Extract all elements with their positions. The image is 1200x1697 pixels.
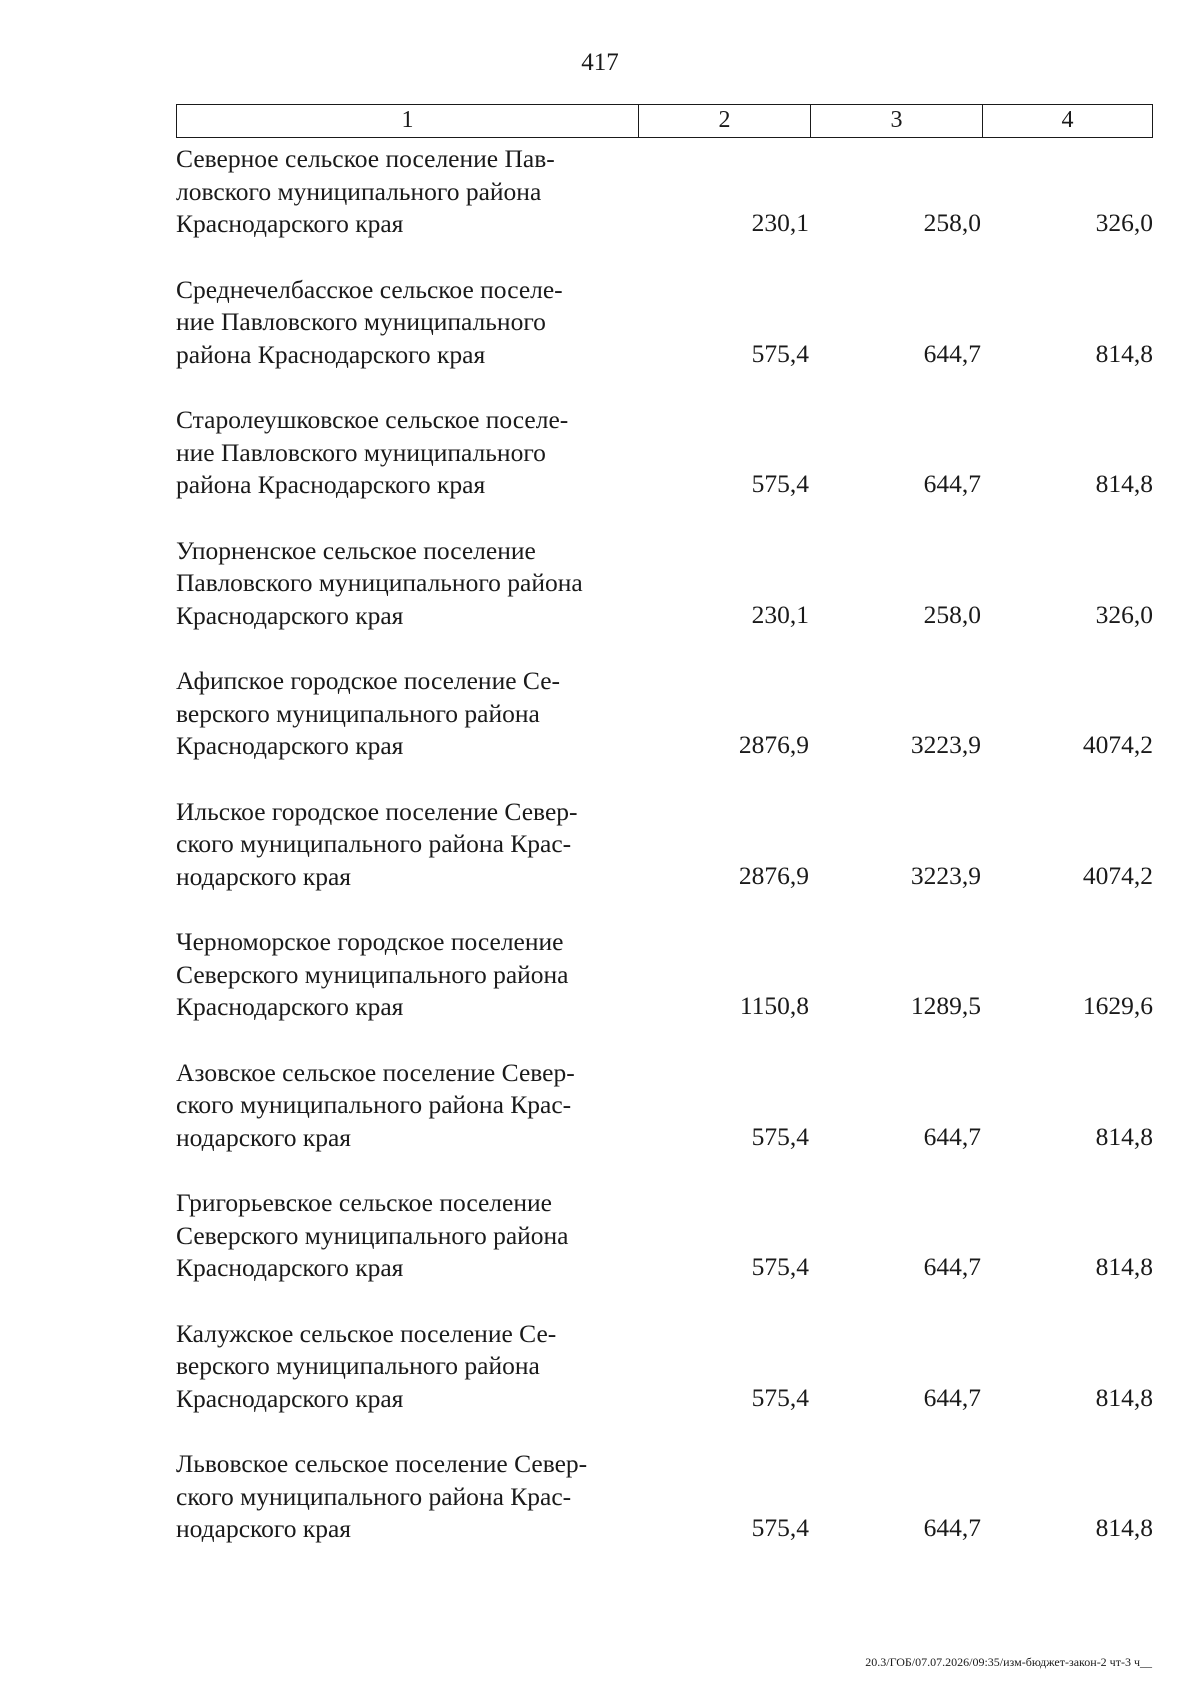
table-row [176, 1317, 1153, 1448]
value-col-3: 3223,9 [910, 860, 981, 890]
value-col-2: 575,4 [751, 469, 809, 498]
value-col-3: 1289,5 [910, 991, 981, 1020]
value-col-4: 814,8 [1095, 1252, 1153, 1281]
column-header-3: 3 [810, 105, 982, 137]
table-row [176, 1056, 1153, 1187]
value-col-2: 575,4 [751, 1252, 809, 1281]
value-col-4: 814,8 [1095, 338, 1153, 368]
table-row [176, 1447, 1153, 1578]
table-row [176, 795, 1153, 926]
settlement-name: Григорьевское сельское поселение Северского муниципального района Краснодарского края [176, 1188, 569, 1282]
table-header-row [176, 104, 1153, 138]
value-col-4: 326,0 [1095, 599, 1153, 629]
value-col-4: 814,8 [1095, 469, 1153, 498]
settlement-name: Старолеушковское сельское поселе- ние Павловского муниципального района Краснодарского края [176, 405, 569, 499]
value-col-3: 644,7 [923, 338, 981, 368]
value-col-3: 644,7 [923, 1252, 981, 1281]
value-col-3: 644,7 [923, 469, 981, 498]
value-col-3: 3223,9 [910, 730, 981, 759]
column-header-1: 1 [401, 107, 414, 133]
table-row [176, 273, 1153, 404]
table-row [176, 534, 1153, 665]
value-col-2: 230,1 [751, 208, 809, 237]
page-number: 417 [581, 49, 619, 76]
table-row [176, 142, 1153, 273]
settlement-name: Азовское сельское поселение Север- ского муниципального района Крас- нодарского края [176, 1057, 575, 1152]
value-col-2: 1150,8 [739, 991, 809, 1020]
value-col-4: 4074,2 [1082, 860, 1153, 890]
value-col-3: 258,0 [923, 208, 981, 237]
value-col-2: 2876,9 [738, 860, 809, 890]
value-col-3: 258,0 [923, 599, 981, 629]
value-col-4: 1629,6 [1082, 991, 1153, 1020]
table-body [176, 142, 1153, 1578]
table-row [176, 1186, 1153, 1317]
value-col-2: 2876,9 [738, 730, 809, 759]
value-col-4: 814,8 [1095, 1121, 1153, 1151]
value-col-2: 575,4 [751, 338, 809, 368]
settlement-name: Северное сельское поселение Пав- ловского муниципального района Краснодарского края [176, 144, 555, 238]
value-col-2: 230,1 [751, 599, 809, 629]
value-col-4: 814,8 [1095, 1382, 1153, 1412]
settlement-name: Афипское городское поселение Се- верского муниципального района Краснодарского края [176, 666, 561, 760]
value-col-3: 644,7 [923, 1513, 981, 1542]
value-col-4: 326,0 [1095, 208, 1153, 237]
column-header-4: 4 [982, 105, 1152, 137]
column-header-2: 2 [638, 105, 810, 137]
table-row [176, 403, 1153, 534]
settlement-name: Львовское сельское поселение Север- ского муниципального района Крас- нодарского края [176, 1449, 588, 1543]
value-col-4: 4074,2 [1082, 730, 1153, 759]
value-col-2: 575,4 [751, 1121, 809, 1151]
document-footer-code: 20.3/ГОБ/07.07.2026/09:35/изм-бюджет-закон-2 чт-3 ч__ [865, 1655, 1152, 1669]
value-col-2: 575,4 [751, 1513, 809, 1542]
table-row [176, 664, 1153, 795]
value-col-3: 644,7 [923, 1121, 981, 1151]
table-row [176, 925, 1153, 1056]
value-col-4: 814,8 [1095, 1513, 1153, 1542]
settlement-name: Черноморское городское поселение Северского муниципального района Краснодарского края [176, 927, 569, 1021]
settlement-name: Калужское сельское поселение Се- верского муниципального района Краснодарского края [176, 1318, 557, 1413]
settlement-name: Упорненское сельское поселение Павловского муниципального района Краснодарского края [176, 535, 583, 630]
value-col-2: 575,4 [751, 1382, 809, 1412]
value-col-3: 644,7 [923, 1382, 981, 1412]
settlement-name: Ильское городское поселение Север- ского муниципального района Крас- нодарского края [176, 796, 578, 891]
settlement-name: Среднечелбасское сельское поселе- ние Павловского муниципального района Краснодарского края [176, 274, 563, 369]
